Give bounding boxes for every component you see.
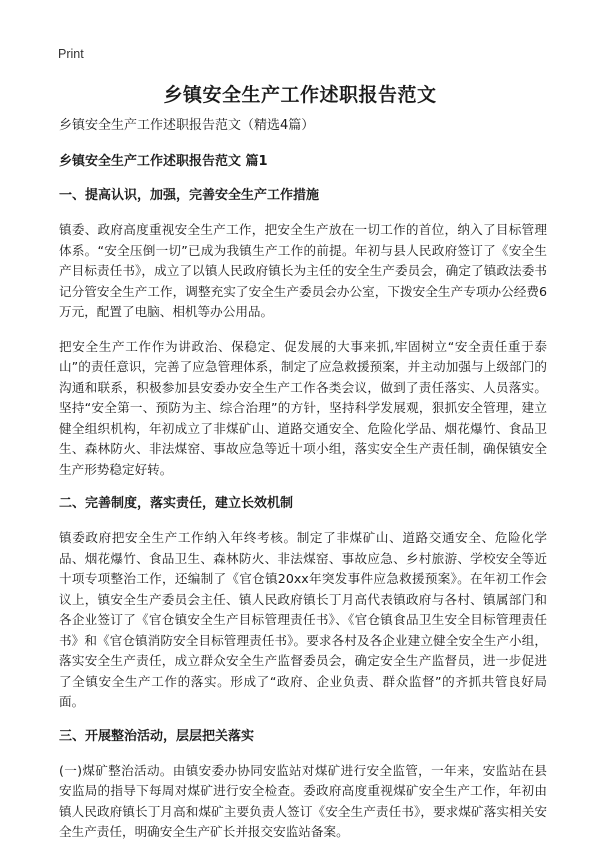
print-label[interactable]: Print [58, 47, 84, 61]
document-subtitle: 乡镇安全生产工作述职报告范文（精选4篇） [59, 118, 315, 133]
section-1-paragraph-2: 把安全生产工作作为讲政治、保稳定、促发展的大事来抓,牢固树立“安全责任重于泰山”的责任意识，完善了应急管理体系，制定了应急救援预案，并主动加强与上级部门的沟通和联系，积极参加县安委办安全生产工作各类会议，做到了责任落实、人员落实。坚持“安全第一、预防为主、综合治理”的方针，坚持科学发展观，狠抓安全管理，建立健全组织机构，年初成立了非煤矿山、道路交通安全、危险化学品、烟花爆竹、食品卫生、森林防火、非法煤窑、事故应急等近十项小组，落实安全生产责任制，确保镇安全生产形势稳定好转。 [59, 338, 547, 477]
section-heading-3: 三、开展整治活动，层层把关落实 [59, 728, 255, 744]
section-heading-2: 二、完善制度，落实责任，建立长效机制 [59, 496, 294, 511]
section-3-paragraph-1: (一)煤矿整治活动。由镇安委办协同安监站对煤矿进行安全监管，一年来，安监站在县安监局的指导下每周对煤矿进行安全检查。委政府高度重视煤矿安全生产工作，年初由镇人民政府镇长丁月高和煤矿主要负责人签订《安全生产责任书》，要求煤矿落实相关安全生产责任，明确安全生产矿长并报交安监站备案。 [59, 762, 547, 839]
section-2-paragraph-1: 镇委政府把安全生产工作纳入年终考核。制定了非煤矿山、道路交通安全、危险化学品、烟花爆竹、食品卫生、森林防火、非法煤窑、事故应急、乡村旅游、学校安全等近十项专项整治工作，还编制了《官仓镇20xx年突发事件应急救援预案》。在年初工作会议上，镇安全生产委员会主任、镇人民政府镇长丁月高代表镇政府与各村、镇属部门和各企业签订了《官仓镇安全生产目标管理责任书》、《官仓镇食品卫生安全目标管理责任书》和《官仓镇消防安全目标管理责任书》。要求各村及各企业建立健全安全生产小组，落实安全生产责任，成立群众安全生产监督委员会，确定安全生产监督员，进一步促进了全镇安全生产工作的落实。形成了“政府、企业负责、群众监督”的齐抓共管良好局面。 [59, 530, 547, 709]
section-heading-1: 一、提高认识，加强，完善安全生产工作措施 [59, 188, 320, 203]
section-1-paragraph-1: 镇委、政府高度重视安全生产工作，把安全生产放在一切工作的首位，纳入了目标管理体系。“安全压倒一切”已成为我镇生产工作的前提。年初与县人民政府签订了《安全生产目标责任书》，成立了以镇人民政府镇长为主任的安全生产委员会，确定了镇政法委书记分管安全生产工作，调整充实了安全生产委员会办公室，下拨安全生产专项办公经费6万元，配置了电脑、相机等办公用品。 [59, 222, 547, 319]
chapter-title: 乡镇安全生产工作述职报告范文 篇1 [59, 154, 268, 169]
document-title: 乡镇安全生产工作述职报告范文 [163, 84, 437, 106]
document-body [59, 116, 547, 843]
